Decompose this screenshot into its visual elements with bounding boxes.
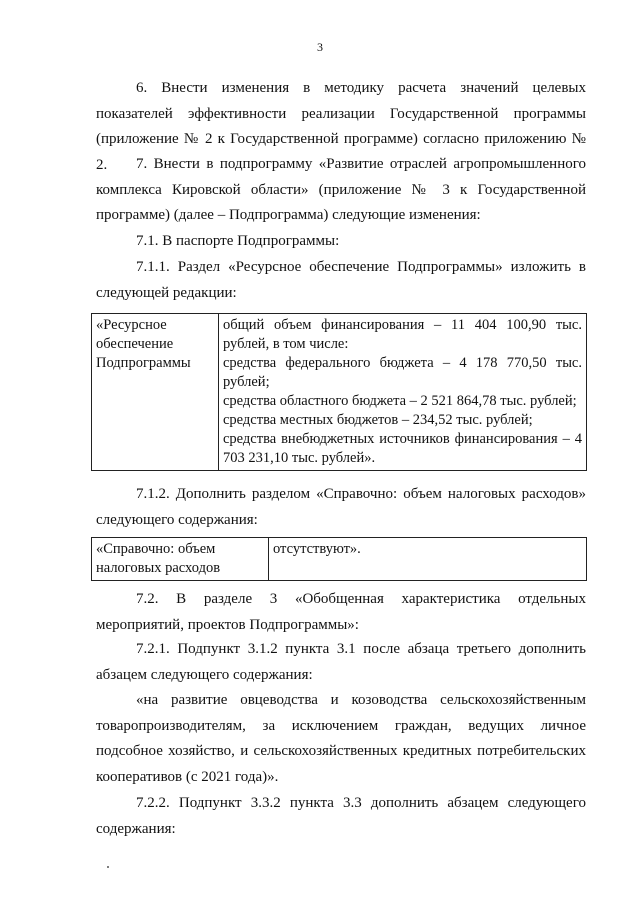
- paragraph-7-2: 7.2. В разделе 3 «Обобщенная характеристика отдельных мероприятий, проектов Подпрограммы»:: [96, 591, 586, 633]
- paragraph-6: 6. Внести изменения в методику расчета значений целевых показателей эффективности реализации Государственной программы (приложение № 2 к Государственной программе) согласно приложению № 2.: [96, 80, 586, 173]
- tax-expenses-table: [91, 537, 587, 581]
- paragraph-7-2-2: 7.2.2. Подпункт 3.3.2 пункта 3.3 дополнить абзацем следующего содержания:: [96, 795, 586, 837]
- resource-line-regional: средства областного бюджета – 2 521 864,78 тыс. рублей;: [223, 393, 577, 409]
- resource-line-local: средства местных бюджетов – 234,52 тыс. рублей;: [223, 412, 533, 428]
- paragraph-7-1-1: 7.1.1. Раздел «Ресурсное обеспечение Подпрограммы» изложить в следующей редакции:: [96, 259, 586, 301]
- resource-line-extrabudgetary: средства внебюджетных источников финансирования – 4 703 231,10 тыс. рублей».: [223, 431, 582, 466]
- scan-speck: [107, 866, 109, 868]
- resource-line-federal: средства федерального бюджета – 4 178 770,50 тыс. рублей;: [223, 355, 582, 390]
- resource-table-values: [219, 314, 587, 471]
- paragraph-7-2-1: 7.2.1. Подпункт 3.1.2 пункта 3.1 после абзаца третьего дополнить абзацем следующего содержания:: [96, 641, 586, 683]
- resource-table: [91, 313, 587, 471]
- tax-table-label: «Справочно: объем налоговых расходов: [92, 538, 269, 581]
- resource-line-total: общий объем финансирования – 11 404 100,90 тыс. рублей, в том числе:: [223, 317, 582, 352]
- paragraph-7-1-2: 7.1.2. Дополнить разделом «Справочно: объем налоговых расходов» следующего содержания:: [96, 486, 586, 528]
- paragraph-7: 7. Внести в подпрограмму «Развитие отраслей агропромышленного комплекса Кировской области» (приложение № 3 к Государственной программе) (далее – Подпрограмма) следующие изменения:: [96, 156, 586, 223]
- page-number: 3: [317, 40, 323, 54]
- tax-table-value: отсутствуют».: [269, 538, 587, 581]
- resource-table-label: «Ресурсное обеспечение Подпрограммы: [92, 314, 219, 471]
- quoted-paragraph: «на развитие овцеводства и козоводства сельскохозяйственным товаропроизводителям, за исключением граждан, ведущих личное подсобное хозяйство, и сельскохозяйственных кредитных потребительских кооперативов (с 2021 года)».: [96, 692, 586, 785]
- paragraph-7-1: 7.1. В паспорте Подпрограммы:: [136, 233, 340, 249]
